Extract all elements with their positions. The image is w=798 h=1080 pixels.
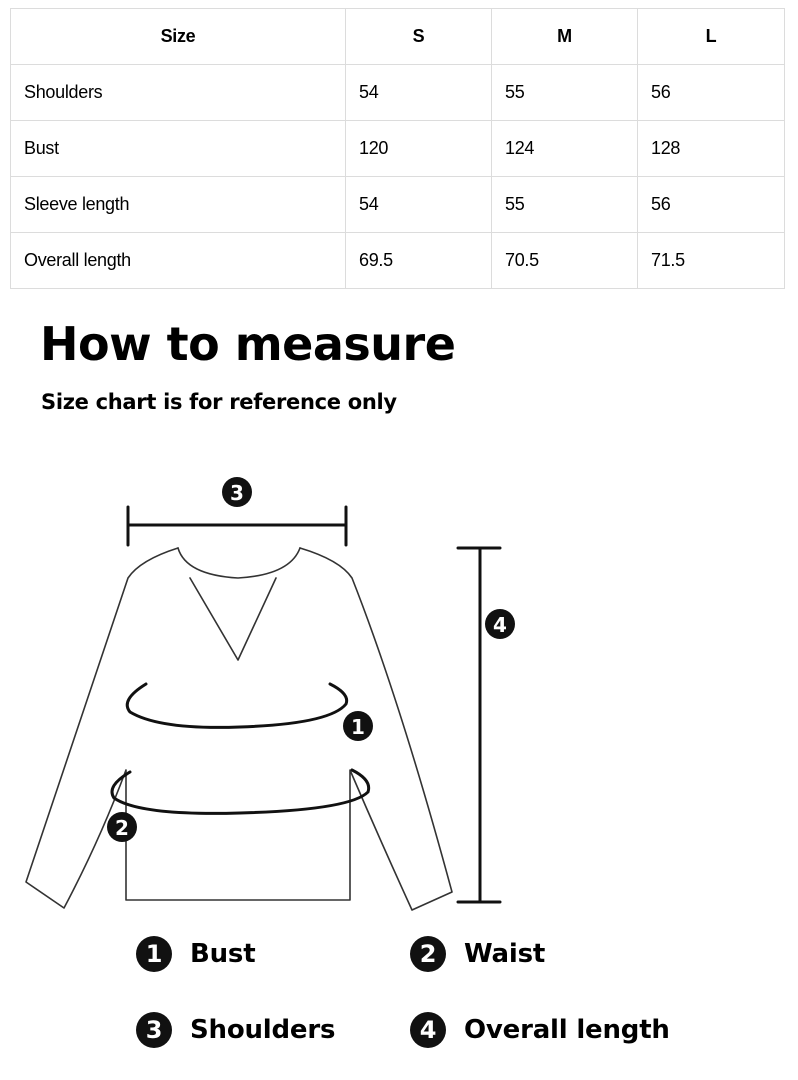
table-header-cell: M	[492, 9, 638, 65]
table-cell: Shoulders	[11, 65, 346, 121]
sweater-v-neck	[190, 578, 276, 660]
legend-number-badge: 1	[136, 936, 172, 972]
table-row	[11, 121, 785, 177]
marker-waist	[107, 812, 137, 842]
legend-number-badge: 2	[410, 936, 446, 972]
table-cell: Sleeve length	[11, 177, 346, 233]
page-title: How to measure	[40, 317, 456, 371]
marker-overall-length	[485, 609, 515, 639]
table-row	[11, 233, 785, 289]
table-cell: 55	[492, 177, 638, 233]
table-cell: 55	[492, 65, 638, 121]
waist-measure-loop	[112, 770, 369, 813]
legend-number-badge: 3	[136, 1012, 172, 1048]
legend-label: Bust	[190, 939, 256, 969]
table-cell: 120	[346, 121, 492, 177]
legend-item-shoulders	[136, 1012, 335, 1048]
table-cell: 54	[346, 65, 492, 121]
legend-item-overall-length	[410, 1012, 670, 1048]
table-cell: 56	[638, 65, 785, 121]
measurement-diagram	[0, 460, 798, 930]
marker-shoulders	[222, 477, 252, 507]
table-cell: 54	[346, 177, 492, 233]
marker-label: 2	[115, 816, 129, 840]
page-subtitle: Size chart is for reference only	[41, 390, 397, 414]
table-header-cell: S	[346, 9, 492, 65]
table-cell: 69.5	[346, 233, 492, 289]
legend-item-waist	[410, 936, 545, 972]
table-header-cell: L	[638, 9, 785, 65]
bust-measure-loop	[127, 684, 346, 727]
table-cell: Overall length	[11, 233, 346, 289]
legend-label: Waist	[464, 939, 546, 969]
marker-bust	[343, 711, 373, 741]
legend-item-bust	[136, 936, 255, 972]
table-header-row	[11, 9, 785, 65]
legend-label: Shoulders	[190, 1015, 336, 1045]
table-row	[11, 65, 785, 121]
legend-number-badge: 4	[410, 1012, 446, 1048]
legend-label: Overall length	[464, 1015, 670, 1045]
sweater-neckline	[178, 548, 300, 578]
table-row	[11, 177, 785, 233]
table-cell: 71.5	[638, 233, 785, 289]
table-header-cell: Size	[11, 9, 346, 65]
size-chart-table	[10, 8, 785, 289]
marker-label: 3	[230, 481, 244, 505]
table-cell: 56	[638, 177, 785, 233]
sweater-outline	[26, 548, 452, 910]
table-cell: 128	[638, 121, 785, 177]
table-cell: 70.5	[492, 233, 638, 289]
marker-label: 4	[493, 613, 507, 637]
table-cell: Bust	[11, 121, 346, 177]
marker-label: 1	[351, 715, 365, 739]
table-cell: 124	[492, 121, 638, 177]
